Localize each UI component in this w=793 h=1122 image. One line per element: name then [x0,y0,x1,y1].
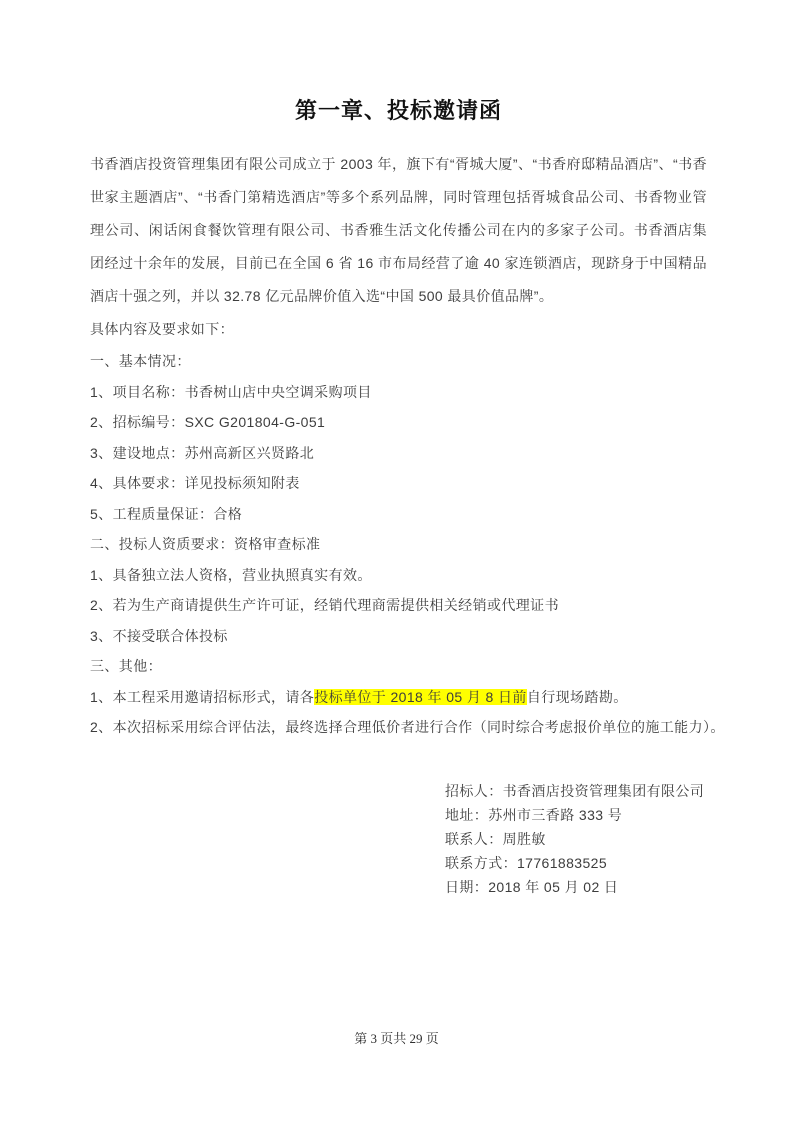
requirements-lead: 具体内容及要求如下： [90,321,234,337]
tenderer-line: 招标人：书香酒店投资管理集团有限公司 [445,782,705,799]
signature-block [445,779,707,899]
others-item-1-suffix: 自行现场踏勘。 [526,688,628,705]
intro-paragraph: 书香酒店投资管理集团有限公司成立于 2003 年，旗下有“胥城大厦”、“书香府邸精品酒店”、“书香世家主题酒店”、“书香门第精选酒店”等多个系列品牌，同时管理包括胥城食品公司、书香物业管理公司、闲话闲食餐饮管理有限公司、书香雅生活文化传播公司在内的多家子公司。书香酒店集团经过十余年的发展，目前已在全国 6 省 16 市布局经营了逾 40 家连锁酒店，现跻身于中国精品酒店十强之列，并以 32.78 亿元品牌价值入选“中国 500 最具价值品牌”。 [90,156,707,304]
section-qualification-heading: 二、投标人资质要求：资格审查标准 [90,536,321,552]
document-content [90,96,725,899]
contact-person-line: 联系人：周胜敏 [445,830,546,847]
qualification-item-2: 2、若为生产商请提供生产许可证，经销代理商需提供相关经销或代理证书 [90,597,559,613]
item-construction-site: 3、建设地点：苏州高新区兴贤路北 [90,444,315,461]
item-tender-number: 2、招标编号：SXC G201804-G-051 [90,414,326,430]
item-quality-guarantee: 5、工程质量保证：合格 [90,505,243,522]
others-item-1-prefix: 1、本工程采用邀请招标形式，请各 [90,688,315,705]
address-line: 地址：苏州市三香路 333 号 [445,806,623,823]
chapter-title: 第一章、投标邀请函 [294,98,502,123]
others-item-2: 2、本次招标采用综合评估法，最终选择合理低价者进行合作（同时综合考虑报价单位的施工能力）。 [90,719,725,735]
date-line: 日期：2018 年 05 月 02 日 [445,878,619,895]
highlighted-deadline: 投标单位于 2018 年 05 月 8 日前 [314,688,527,705]
qualification-item-3: 3、不接受联合体投标 [90,627,228,644]
page-number: 第 3 页共 29 页 [354,1031,439,1046]
item-project-name: 1、项目名称：书香树山店中央空调采购项目 [90,383,372,400]
section-others-heading: 三、其他： [90,658,162,674]
others-item-1 [90,682,707,713]
section-basic-heading: 一、基本情况： [90,353,191,369]
contact-phone-line: 联系方式：17761883525 [445,854,608,871]
item-specific-requirements: 4、具体要求：详见投标须知附表 [90,475,300,491]
qualification-item-1: 1、具备独立法人资格，营业执照真实有效。 [90,566,372,583]
